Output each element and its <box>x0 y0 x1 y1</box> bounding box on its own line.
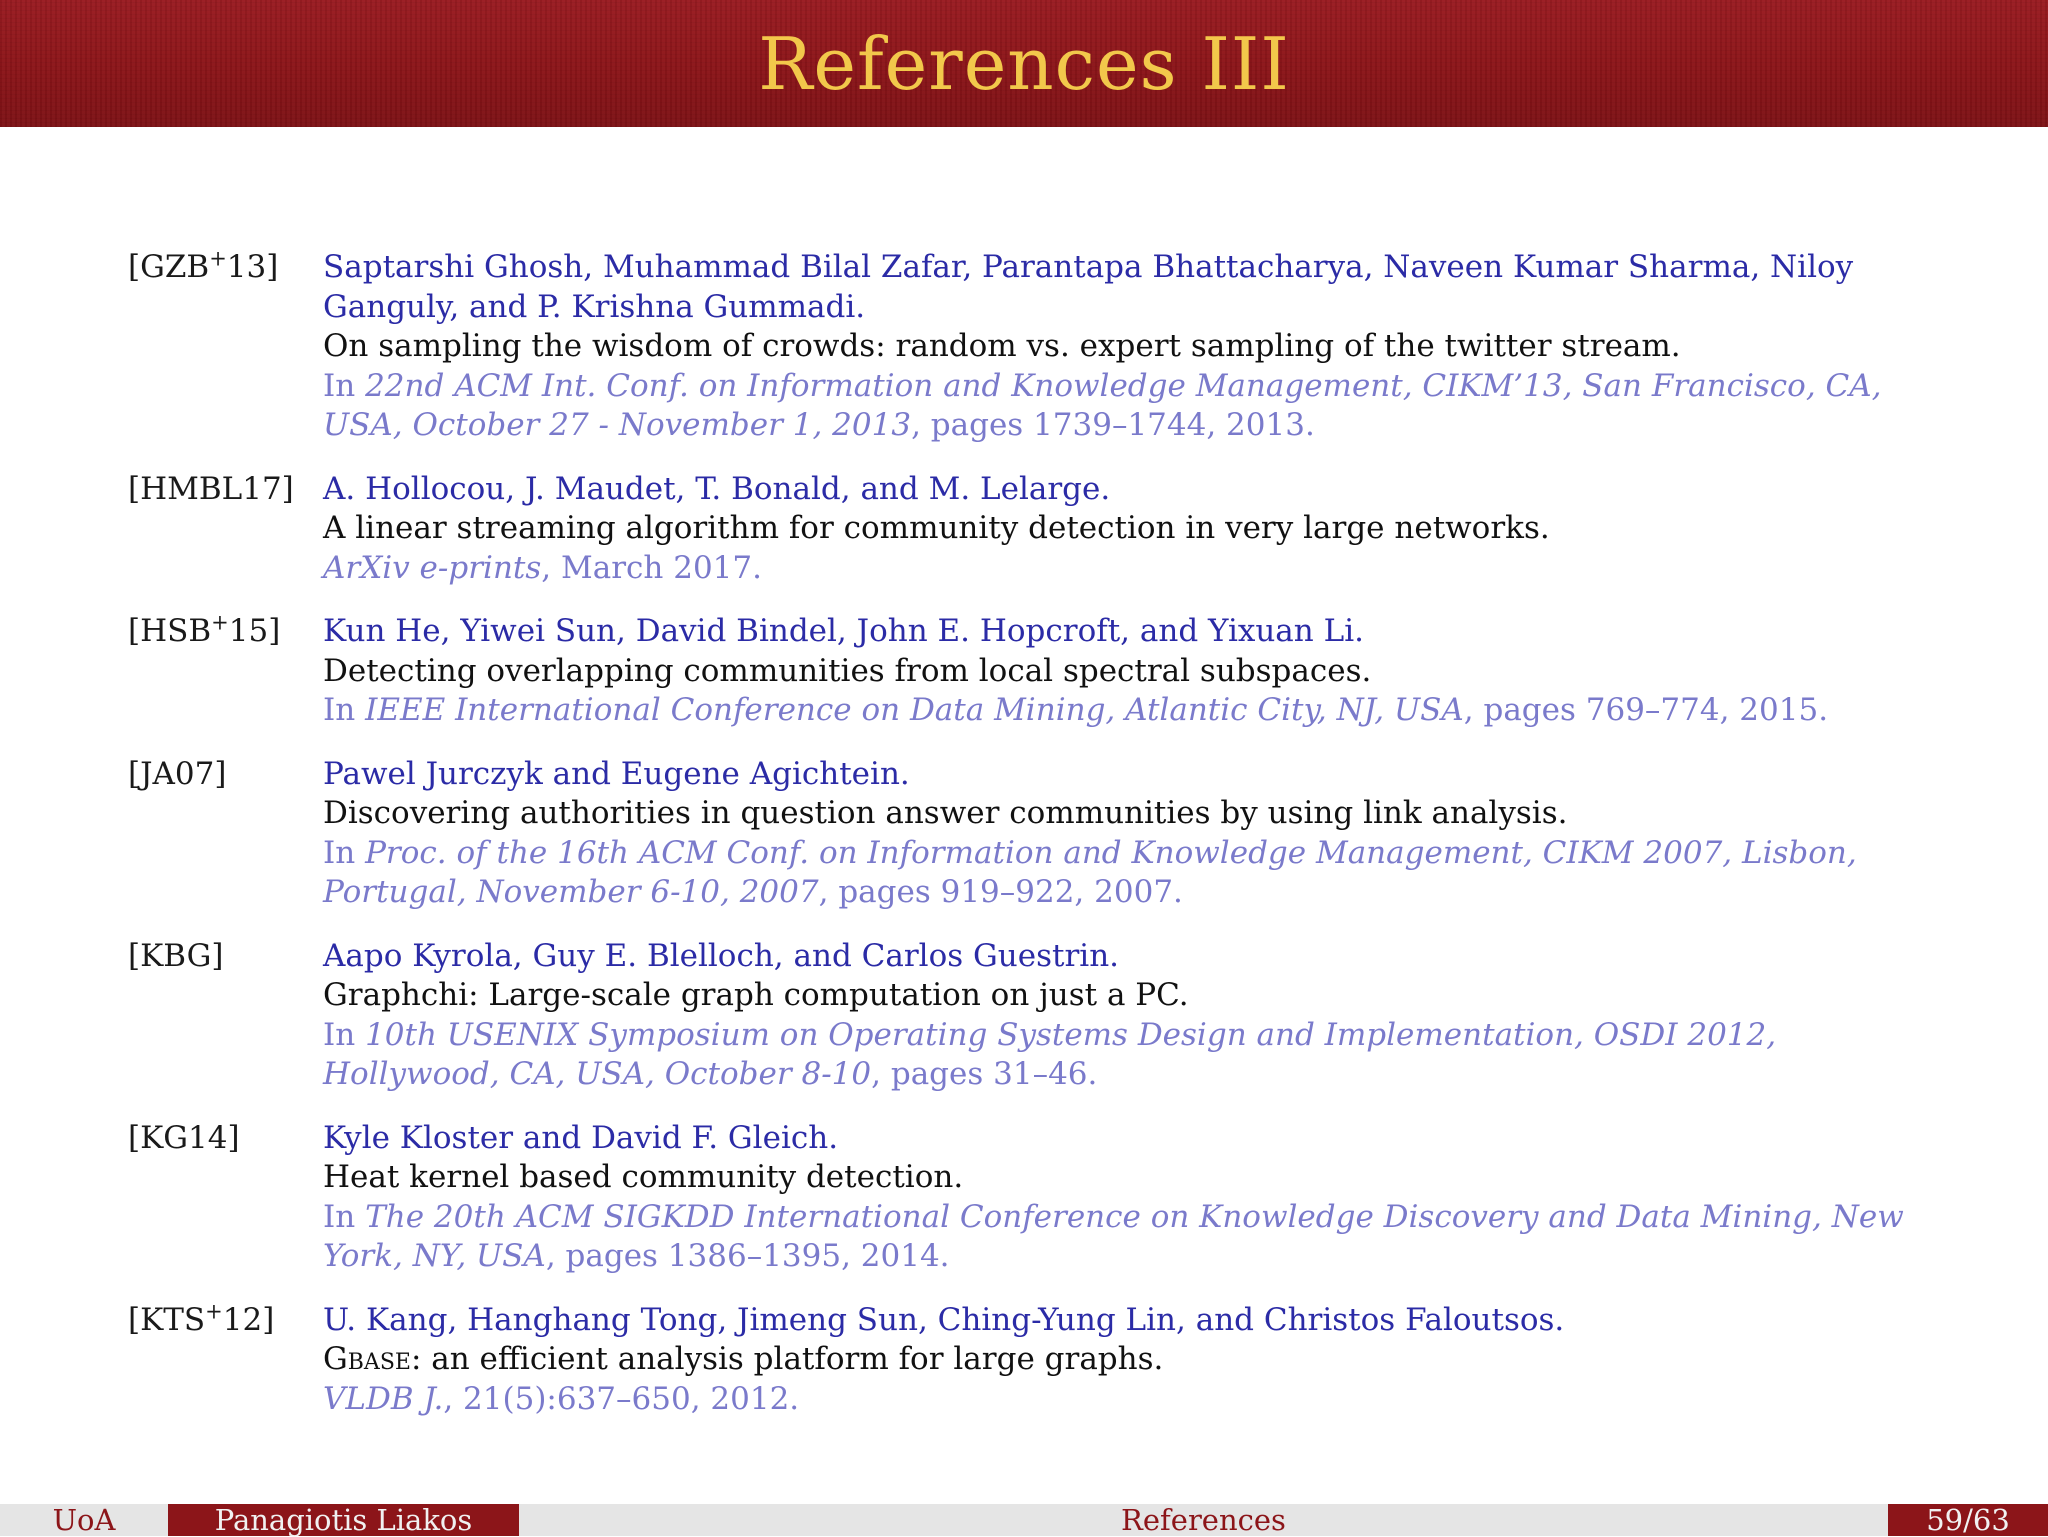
reference-venue: ArXiv e-prints, March 2017. <box>323 549 762 586</box>
reference-item <box>0 470 2048 589</box>
slide-title: References III <box>758 22 1290 106</box>
reference-item <box>0 937 2048 1095</box>
reference-list <box>0 248 2048 1443</box>
slide-header <box>0 0 2048 127</box>
reference-authors: Aapo Kyrola, Guy E. Blelloch, and Carlos Guestrin. <box>323 937 1120 974</box>
reference-venue: In 22nd ACM Int. Conf. on Information and Knowledge Management, CIKM’13, San Francisco, CA, USA, October 27 - November 1, 2013, pages 1739–1744, 2013. <box>323 367 1882 443</box>
reference-title: On sampling the wisdom of crowds: random vs. expert sampling of the twitter stream. <box>323 328 1681 364</box>
reference-title: Gbase: an efficient analysis platform for large graphs. <box>323 1341 1164 1377</box>
footer-page-number: 59/63 <box>1888 1504 2048 1536</box>
reference-title: Heat kernel based community detection. <box>323 1159 964 1195</box>
footer-institution: UoA <box>0 1504 168 1536</box>
reference-item <box>0 1301 2048 1420</box>
reference-key: [HMBL17] <box>128 470 294 507</box>
reference-key: [HSB+15] <box>128 610 281 649</box>
reference-venue: VLDB J., 21(5):637–650, 2012. <box>323 1380 800 1417</box>
reference-venue: In Proc. of the 16th ACM Conf. on Information and Knowledge Management, CIKM 2007, Lisbon, Portugal, November 6-10, 2007, pages 919–922, 2007. <box>323 834 1857 910</box>
reference-item <box>0 248 2048 446</box>
slide-footer <box>0 1504 2048 1536</box>
reference-item <box>0 1119 2048 1277</box>
footer-author: Panagiotis Liakos <box>168 1504 519 1536</box>
reference-key: [KBG] <box>128 937 224 974</box>
reference-title: A linear streaming algorithm for community detection in very large networks. <box>323 510 1550 546</box>
reference-authors: Kun He, Yiwei Sun, David Bindel, John E. Hopcroft, and Yixuan Li. <box>323 613 1364 649</box>
reference-venue: In IEEE International Conference on Data Mining, Atlantic City, NJ, USA, pages 769–774, 2015. <box>323 692 1829 728</box>
reference-title: Graphchi: Large-scale graph computation on just a PC. <box>323 977 1189 1013</box>
reference-key: [JA07] <box>128 755 227 792</box>
reference-authors: Kyle Kloster and David F. Gleich. <box>323 1119 839 1156</box>
reference-item <box>0 612 2048 731</box>
reference-authors: Saptarshi Ghosh, Muhammad Bilal Zafar, Parantapa Bhattacharya, Naveen Kumar Sharma, Niloy Ganguly, and P. Krishna Gummadi. <box>323 249 1854 325</box>
reference-title: Detecting overlapping communities from local spectral subspaces. <box>323 652 1372 689</box>
reference-venue: In The 20th ACM SIGKDD International Conference on Knowledge Discovery and Data Mining, New York, NY, USA, pages 1386–1395, 2014. <box>323 1198 1904 1274</box>
reference-authors: Pawel Jurczyk and Eugene Agichtein. <box>323 755 910 792</box>
reference-key: [KG14] <box>128 1119 240 1156</box>
reference-item <box>0 755 2048 913</box>
footer-section-title: References <box>519 1504 1888 1536</box>
reference-key: [GZB+13] <box>128 246 279 285</box>
reference-authors: A. Hollocou, J. Maudet, T. Bonald, and M. Lelarge. <box>323 470 1111 507</box>
reference-venue: In 10th USENIX Symposium on Operating Systems Design and Implementation, OSDI 2012, Hollywood, CA, USA, October 8-10, pages 31–46. <box>323 1016 1777 1092</box>
reference-authors: U. Kang, Hanghang Tong, Jimeng Sun, Ching-Yung Lin, and Christos Faloutsos. <box>323 1301 1565 1338</box>
reference-key: [KTS+12] <box>128 1299 275 1338</box>
reference-title: Discovering authorities in question answer communities by using link analysis. <box>323 795 1568 831</box>
